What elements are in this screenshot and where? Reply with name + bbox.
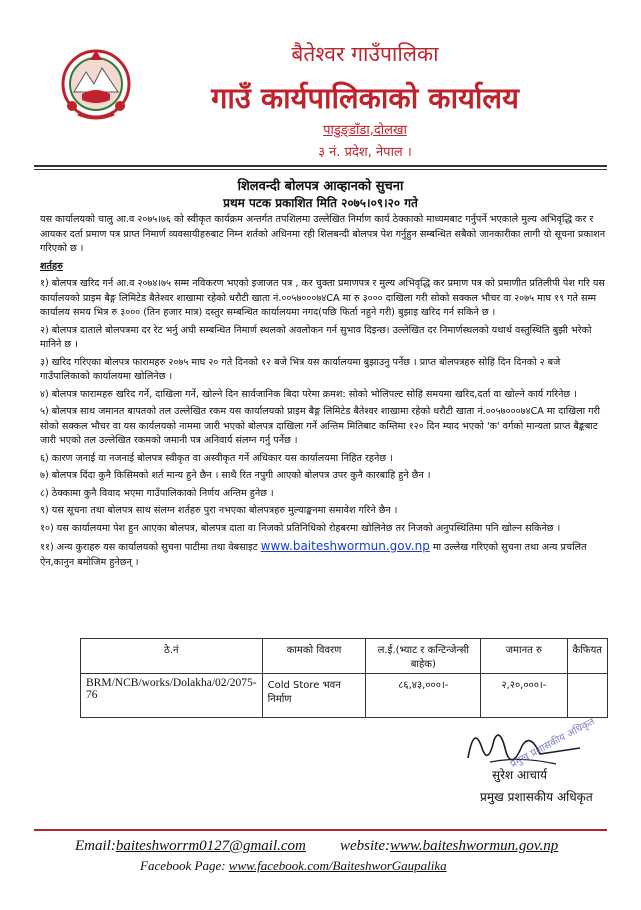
tender-table <box>80 638 608 718</box>
notice-title: शिलवन्दी बोलपत्र आव्हानको सुचना <box>237 179 404 194</box>
office-location: पाडुङ्डाँडा,दोलखा <box>323 123 407 138</box>
col-remarks: कैफियत <box>567 639 607 674</box>
email-link[interactable]: baiteshworrm0127@gmail.com <box>115 838 306 854</box>
signatory-post: प्रमुख प्रशासकीय अधिकृत <box>480 790 593 804</box>
footer-email <box>75 838 306 855</box>
condition-8: ८) ठेक्कामा कुनै विवाद भएमा गाउँपालिकाको निर्णय अन्तिम हुनेछ । <box>40 487 274 499</box>
office-name: गाउँ कार्यपालिकाको कार्यालय <box>211 81 519 115</box>
condition-11 <box>40 539 610 570</box>
condition-5: ५) बोलपत्र साथ जमानत बापतको तल उल्लेखित रकम यस कार्यालयको प्राइम बैङ्ग लिमिटेड बैतेश्वर शाखामा रहेको धरौटी खाता नं.००५७०००७४CA मा दाखिला गरी सोको सक्कल भौचर वा यस कार्यलयको नाममा जारी भएको बोलपत्र दाखिला गर्ने अन्तिम मितिबाट कम्तिमा १२० दिन म्याद भएको 'क' वर्गको मान्यता प्राप्त बैङ्कबाट जारी भएको तल उल्लेखित रकमको जमानी पत्र अनिवार्य संलग्न गर्नु पर्नेछ । <box>40 406 600 446</box>
condition-6: ६) कारण जनाई वा नजनाई बोलपत्र स्वीकृत वा अस्वीकृत गर्ने अधिकार यस कार्यालयमा निहित रहनेछ । <box>40 452 393 464</box>
email-label: Email: <box>75 838 116 854</box>
condition-3: ३) खरिद गरिएका बोलपत्र फारामहरु २०७५ माघ २० गते दिनको १२ बजे भित्र यस कार्यालयमा बुझाउनु पर्नेछ । प्राप्त बोलपत्रहरु सोहि दिन दिनको २ बजे गाउँपालिकाको कार्यालयमा खोलिनेछ । <box>40 356 561 382</box>
notice-subtitle: प्रथम पटक प्रकाशित मिति २०७५।०९।२० गते <box>223 196 418 210</box>
cell-remarks <box>567 674 607 718</box>
website-footer-link[interactable]: www.baiteshwormun.gov.np <box>390 838 559 854</box>
col-cost-estimate: ल.ई.(भ्याट र कन्टिन्जेन्सी बाहेक) <box>366 639 481 674</box>
condition-11-text: ११) अन्य कुराहरु यस कार्यालयको सुचना पाटीमा तथा वेबसाइट <box>40 542 258 553</box>
website-label: website: <box>340 838 390 854</box>
footer-website <box>340 838 558 855</box>
cell-cost-estimate: ८६,४३,०००।- <box>366 674 481 718</box>
facebook-label: Facebook Page: <box>140 858 226 873</box>
official-stamp: प्रमुख प्रशासकीय अधिकृत <box>508 716 597 771</box>
notice-intro: यस कार्यालयको चालु आ.व २०७५।७६ को स्वीकृत कार्यक्रम अन्तर्गत तपशिलमा उल्लेखित निर्माण कार्य ठेक्काको माध्यमबाट गर्नुपर्ने भएकाले मुल्य अभिवृद्धि कर र आयकर दर्ता प्रमाण पत्र प्राप्त निमार्ण व्यवसायीहरुबाट निम्न शर्तको अधिनमा रही शिलबन्दी बोलपत्र पेश गर्नुहुन सम्बन्धित सबैको जानकारीका लागी यो सूचना प्रकाशन गरिएको छ । <box>40 214 606 254</box>
col-work-description: कामको विवरण <box>262 639 366 674</box>
condition-9: ९) यस सूचना तथा बोलपत्र साथ संलग्न शर्तहरु पुरा नभएका बोलपत्रहरु मुल्याङ्कनमा समावेश गरिने छैन । <box>40 505 398 516</box>
col-contract-no: ठे.नं <box>81 639 263 674</box>
condition-7: ७) बोलपत्र दिंदा कुनै किसिमको शर्त मान्य हुने छैन । साथै रित नपुगी आएको बोलपत्र उपर कुनै कारबाहि हुने छैन । <box>40 470 431 481</box>
province: ३ नं. प्रदेश, नेपाल । <box>318 145 412 160</box>
condition-10: १०) यस कार्यालयमा पेश हुन आएका बोलपत्र, बोलपत्र दाता वा निजको प्रतिनिधिको रोहबरमा खोलिनेछ तर निजको अनुपस्थितिमा पनि खोल्न सकिनेछ । <box>40 522 561 534</box>
cell-work-description: Cold Store भवन निर्माण <box>262 674 366 718</box>
nepal-emblem-icon <box>60 42 132 124</box>
col-guarantee: जमानत रु <box>481 639 567 674</box>
conditions-heading: शर्तहरु <box>40 260 63 272</box>
header-divider <box>34 165 607 167</box>
website-link[interactable]: www.baiteshwormun.gov.np <box>260 539 430 553</box>
footer-divider <box>34 829 607 831</box>
municipality-name: बैतेश्वर गाउँपालिका <box>291 42 439 66</box>
condition-1: १) बोलपत्र खरिद गर्न आ.व २०७४।७५ सम्म नविकरण भएको इजाजत पत्र , कर चुक्ता प्रमाणपत्र र मुल्य अभिवृद्धि कर प्रमाण पत्र को प्रमाणीत प्रतिलीपी पेश गरि यस कार्यालयको प्राइम बैङ्ग लिमिटेड बैतेश्वर शाखामा रहेको धरौटी खाता नं.००५७०००७४CA मा रु ३००० दाखिला गरी सोको सक्कल भौचर वा २०७५ माघ १९ गते सम्म कार्यालय समय भित्र रु ३००० (तिन हजार मात्र) दस्तुर सम्बन्धित कार्यालयमा नगद(पछि फिर्ता नहुने गरी) बुझाइ खरिद गर्न सकिने छ । <box>40 278 605 318</box>
condition-2: २) बोलपत्र दाताले बोलपत्रमा दर रेट भर्नु अघी सम्बन्धित निमार्ण स्थलको अवलोकन गर्न सुभाव दिइन्छ। उल्लेखित दर निमार्णस्थलको यथार्थ वस्तुस्थिति बुझी भरेको मानिने छ । <box>40 324 592 350</box>
notice-body <box>40 213 610 573</box>
header-divider-thin <box>34 169 607 170</box>
footer-facebook <box>140 858 447 874</box>
cell-guarantee: २,२०,०००।- <box>481 674 567 718</box>
table-header-row <box>81 639 608 674</box>
table-row <box>81 674 608 718</box>
condition-11-tail: मा उल्लेख गरिएको सुचना तथा अन्य प्रचलित ऐन,कानुन बमोजिम हुनेछन् । <box>40 542 587 568</box>
condition-4: ४) बोलपत्र फारामहरु खरिद गर्ने, दाखिला गर्ने, खोल्ने दिन सार्वजानिक बिदा परेमा क्रमश: सोको भोलिपल्ट सोहि समयमा खरिद,दर्ता वा खोल्ने कार्य गरिनेछ । <box>40 388 577 400</box>
signatory-name: सुरेश आचार्य <box>492 768 547 782</box>
facebook-link[interactable]: www.facebook.com/BaiteshworGaupalika <box>228 858 447 873</box>
cell-contract-no: BRM/NCB/works/Dolakha/02/2075-76 <box>81 674 263 718</box>
